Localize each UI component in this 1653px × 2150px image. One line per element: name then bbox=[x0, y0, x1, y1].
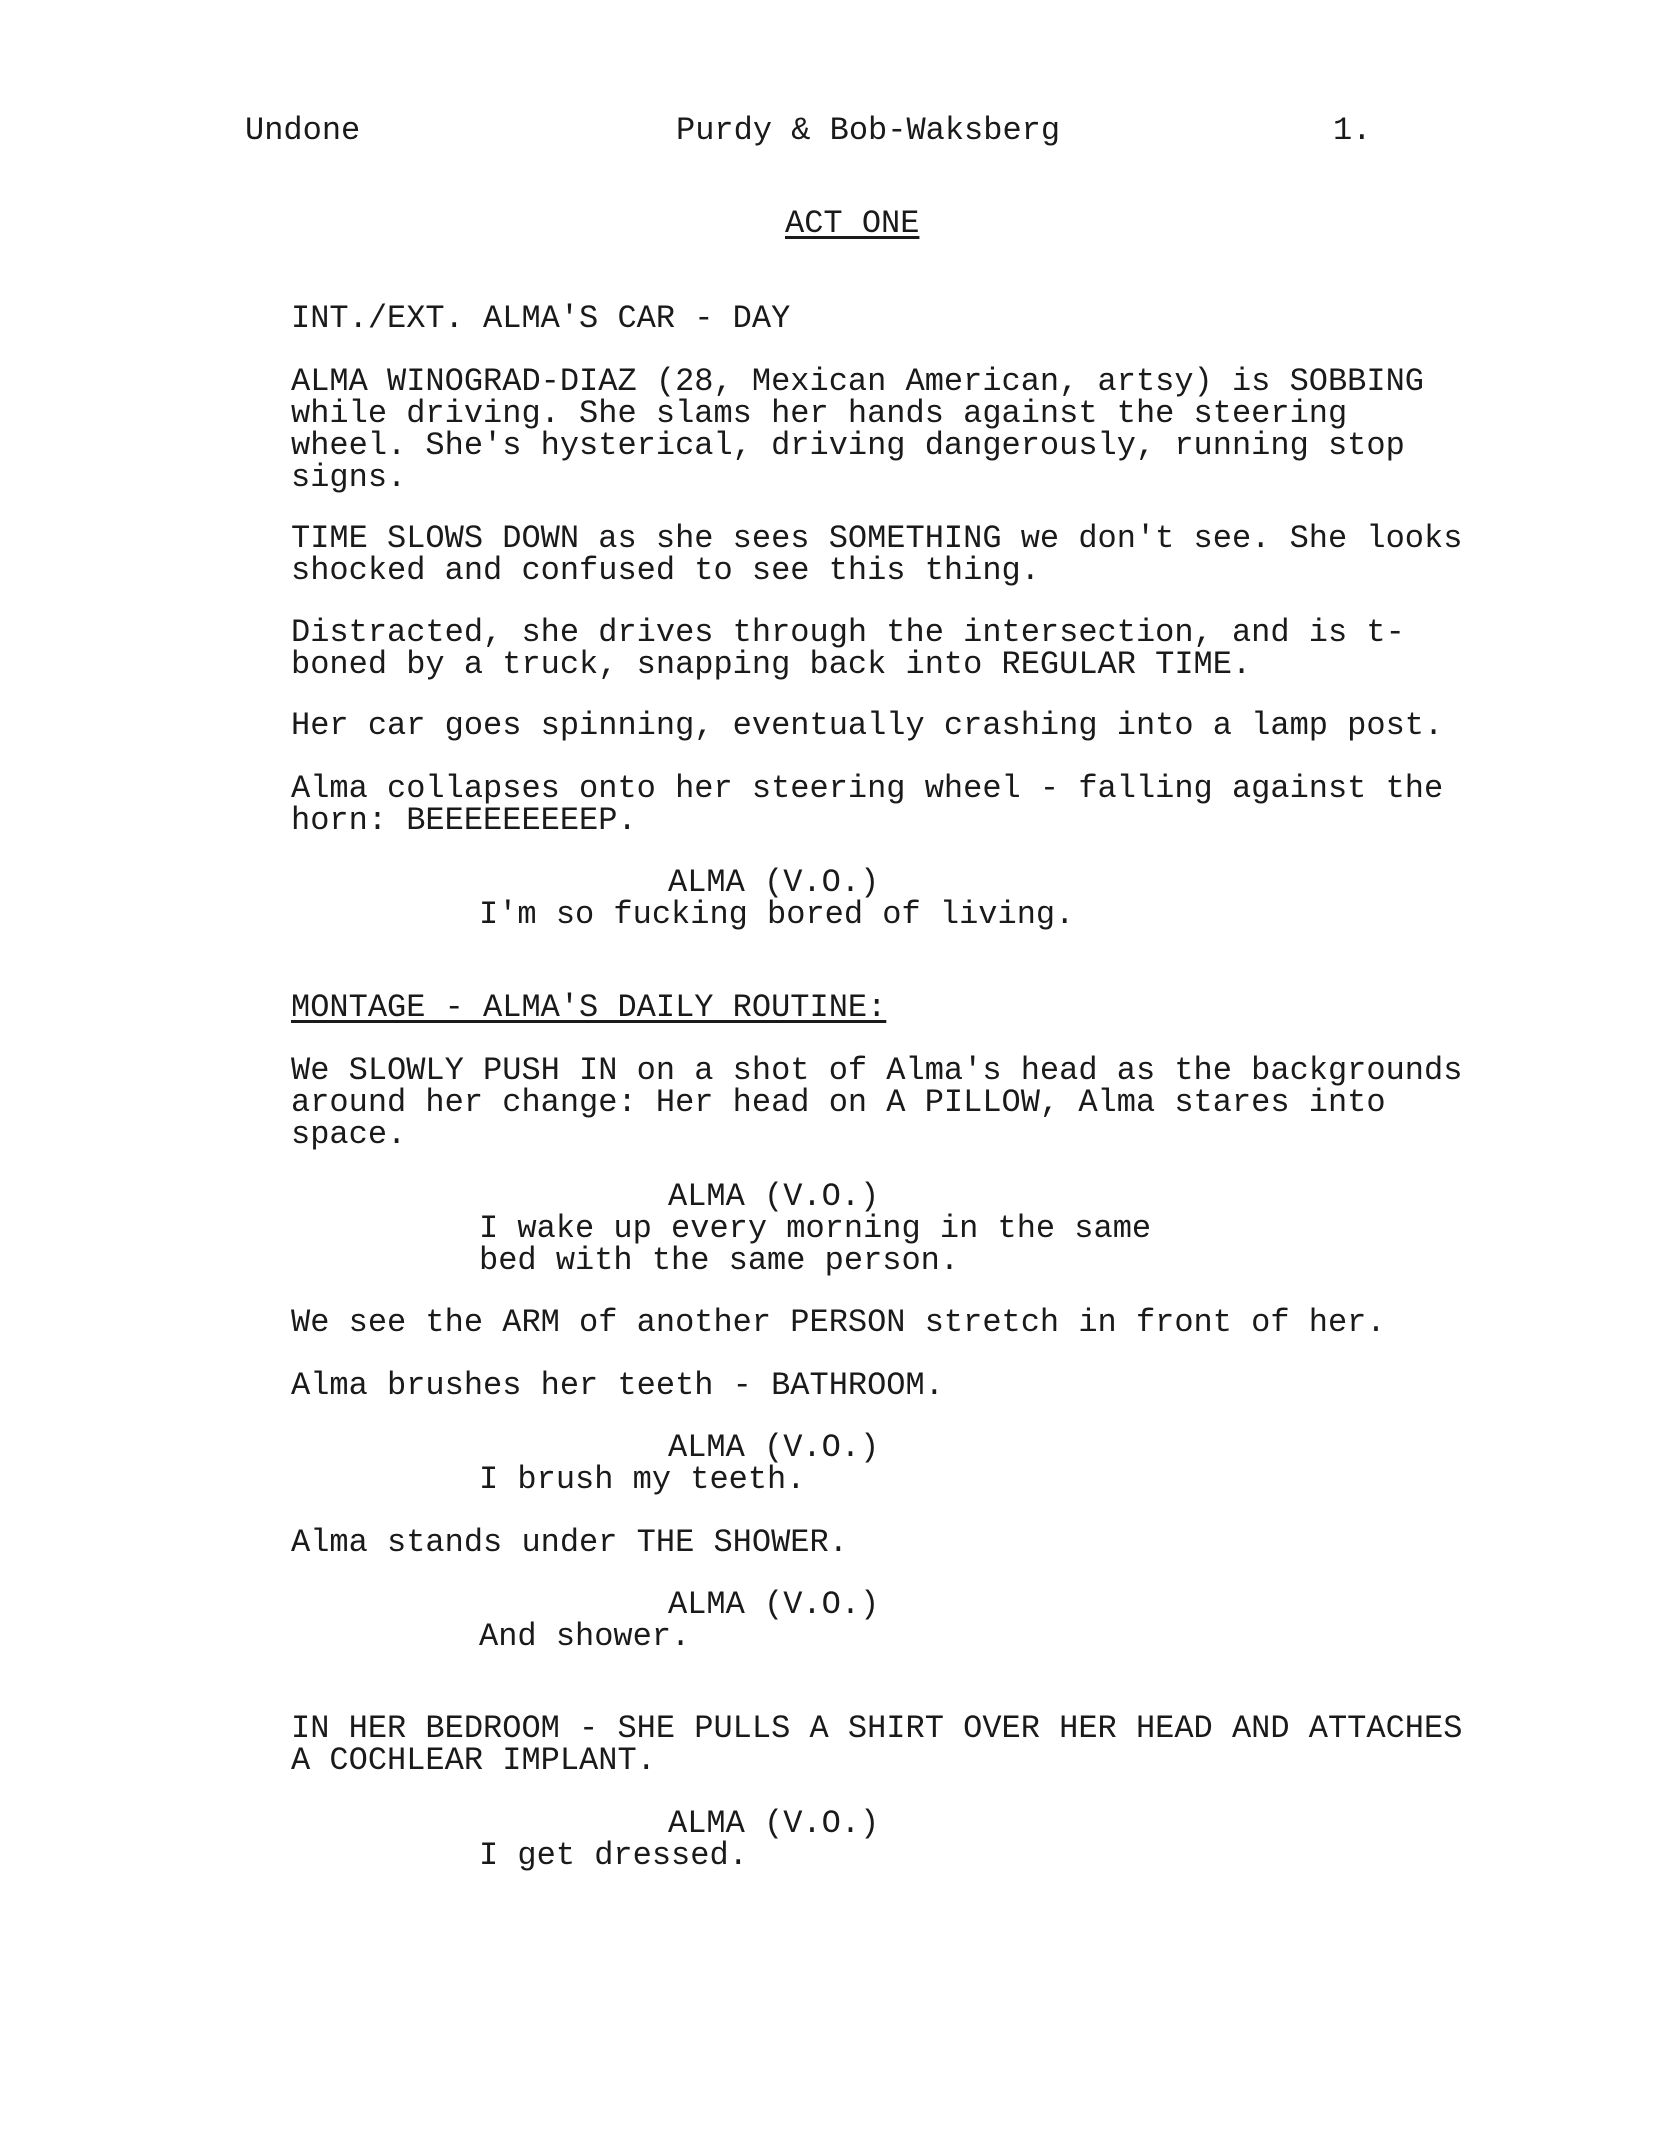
header-authors: Purdy & Bob-Waksberg bbox=[676, 112, 1061, 149]
header-title: Undone bbox=[245, 112, 361, 149]
scene-heading: INT./EXT. ALMA'S CAR - DAY bbox=[291, 300, 791, 337]
montage-heading: MONTAGE - ALMA'S DAILY ROUTINE: bbox=[291, 989, 887, 1026]
action-line: wheel. She's hysterical, driving dangerously, running stop bbox=[291, 427, 1405, 464]
action-line: We see the ARM of another PERSON stretch in front of her. bbox=[291, 1304, 1386, 1341]
action-line: space. bbox=[291, 1116, 407, 1153]
action-line: ALMA WINOGRAD-DIAZ (28, Mexican American, artsy) is SOBBING bbox=[291, 363, 1424, 400]
dialogue-line: I'm so fucking bored of living. bbox=[479, 896, 1075, 933]
act-heading: ACT ONE bbox=[785, 205, 920, 242]
action-line: Distracted, she drives through the intersection, and is t- bbox=[291, 614, 1405, 651]
page-number: 1. bbox=[1333, 112, 1372, 149]
action-line: TIME SLOWS DOWN as she sees SOMETHING we don't see. She looks bbox=[291, 520, 1463, 557]
character-cue: ALMA (V.O.) bbox=[668, 1586, 880, 1623]
action-line: while driving. She slams her hands against the steering bbox=[291, 395, 1348, 432]
dialogue-line: bed with the same person. bbox=[479, 1242, 960, 1279]
action-line: horn: BEEEEEEEEEP. bbox=[291, 802, 637, 839]
action-line: Alma stands under THE SHOWER. bbox=[291, 1524, 848, 1561]
action-line: Alma collapses onto her steering wheel - falling against the bbox=[291, 770, 1444, 807]
action-line: Her car goes spinning, eventually crashing into a lamp post. bbox=[291, 707, 1444, 744]
character-cue: ALMA (V.O.) bbox=[668, 1429, 880, 1466]
action-line: IN HER BEDROOM - SHE PULLS A SHIRT OVER HER HEAD AND ATTACHES bbox=[291, 1710, 1463, 1747]
dialogue-line: I get dressed. bbox=[479, 1837, 748, 1874]
dialogue-line: And shower. bbox=[479, 1618, 691, 1655]
action-line: around her change: Her head on A PILLOW, Alma stares into bbox=[291, 1084, 1386, 1121]
action-line: boned by a truck, snapping back into REGULAR TIME. bbox=[291, 646, 1252, 683]
dialogue-line: I wake up every morning in the same bbox=[479, 1210, 1152, 1247]
dialogue-line: I brush my teeth. bbox=[479, 1461, 806, 1498]
action-line: Alma brushes her teeth - BATHROOM. bbox=[291, 1367, 944, 1404]
action-line: shocked and confused to see this thing. bbox=[291, 552, 1040, 589]
action-line: A COCHLEAR IMPLANT. bbox=[291, 1742, 656, 1779]
character-cue: ALMA (V.O.) bbox=[668, 1805, 880, 1842]
character-cue: ALMA (V.O.) bbox=[668, 1178, 880, 1215]
action-line: We SLOWLY PUSH IN on a shot of Alma's head as the backgrounds bbox=[291, 1052, 1463, 1089]
action-line: signs. bbox=[291, 459, 407, 496]
character-cue: ALMA (V.O.) bbox=[668, 864, 880, 901]
